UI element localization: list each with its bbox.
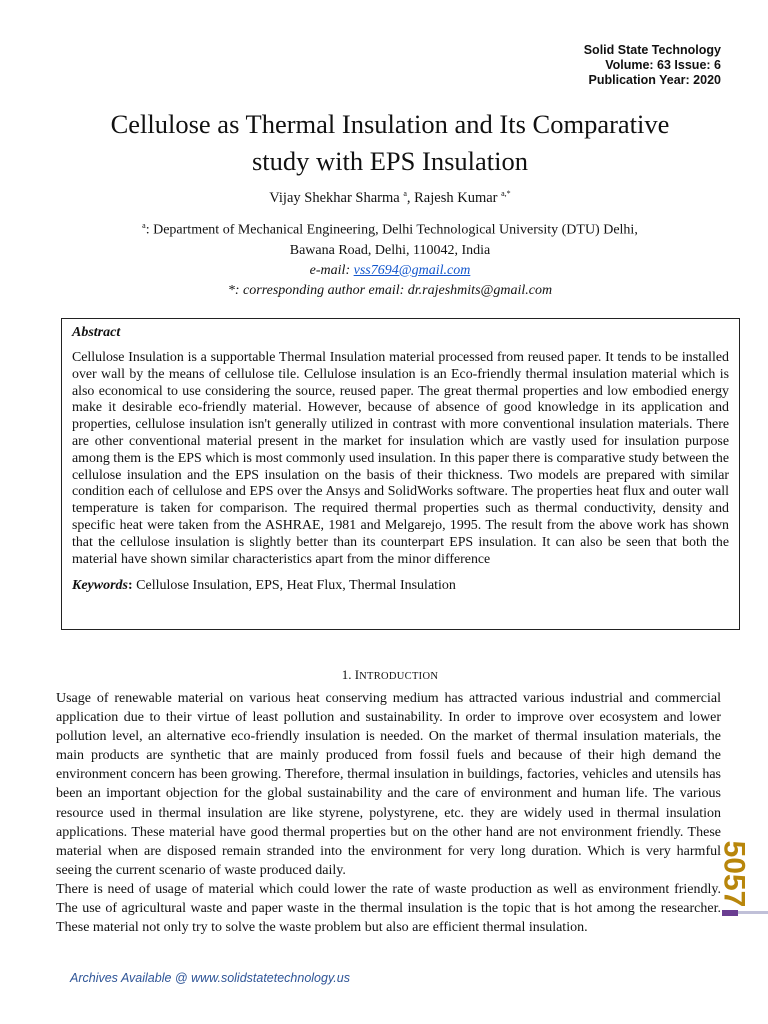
keywords-list: Cellulose Insulation, EPS, Heat Flux, Thermal Insulation [132,578,456,594]
email-label: e-mail: [309,262,354,278]
journal-volume-issue: Volume: 63 Issue: 6 [605,58,721,72]
author-affil-marker: a,* [501,189,511,198]
affiliation-line1: : Department of Mechanical Engineering, Delhi Technological University (DTU) Delhi, [145,222,638,238]
page-number [714,837,754,907]
keywords-label: Keywords [72,578,128,594]
paper-title-line1: Cellulose as Thermal Insulation and Its Comparative [110,109,670,139]
section-heading-introduction [0,667,768,683]
paper-title-line2: study with EPS Insulation [251,146,529,176]
section-number: 1. I [341,667,360,682]
journal-year: Publication Year: 2020 [588,73,721,87]
abstract-box [61,318,740,630]
footer-archive-link[interactable]: Archives Available @ www.solidstatetechnology.us [70,971,350,985]
journal-name: Solid State Technology [583,43,721,57]
author-list [0,189,768,207]
author-separator: , [406,189,415,206]
section-title: NTRODUCTION [359,671,439,682]
affiliation-line2: Bawana Road, Delhi, 110042, India [289,242,491,258]
introduction-body [56,689,721,937]
abstract-text: Cellulose Insulation is a supportable Thermal Insulation material processed from reused paper. It tends to be installed over wall by the means of cellulose tile. Cellulose insulation is an Eco-friendly thermal insulation material which is also economical to use considering the source, reused paper. The great thermal properties and low embodied energy make it desirable eco-friendly material. However, because of absence of good knowledge in its application and properties, cellulose insulation isn't generally utilized in contrast with more conventional insulation materials. There are other conventional material present in the market for insulation which are vastly used for insulation purpose among them is the EPS which is most commonly used insulation. In this paper there is comparative study between the cellulose insulation and the EPS insulation on the basis of their thickness. Two models are prepared with similar condition each of cellulose and EPS over the Ansys and SolidWorks software. The properties heat flux and outer wall temperature is taken for comparison. The required thermal properties such as thermal conductivity, density and specific heat were taken from the ASHRAE, 1981 and Melgarejo, 1995. The result from the above work has shown that the cellulose insulation is slightly better than its counterpart EPS insulation. It can also be seen that both the material have shown similar characteristics apart from the minor difference [72,350,729,567]
journal-header [584,43,721,88]
affiliation-block [0,216,768,301]
email-link[interactable]: vss7694@gmail.com [353,262,471,278]
keywords-colon: : [128,578,133,594]
affiliation-marker: a [142,221,146,230]
author-affil-marker: a [403,189,407,198]
paragraph: There is need of usage of material which could lower the rate of waste production as well as environment friendly. The use of agricultural waste and paper waste in the thermal insulation is the topic that is hot among the researcher. These material not only try to solve the waste problem but also are efficient thermal insulation. [56,881,721,936]
keywords-line [72,577,729,595]
paragraph: Usage of renewable material on various heat conserving medium has attracted various industrial and commercial application due to their virtue of least pollution and sustainability. In order to improve over ecosystem and lower pollution level, an alternative eco-friendly insulation is needed. On the market of thermal insulation materials, the main products are synthetic that are mainly produced from fossil fuels and because of their high demand the environment concern has been growing. Therefore, thermal insulation in buildings, factories, vehicles and utensils has been an important objection for the global sustainability and the care of environment and human life. The various resource used in thermal insulation are like styrene, polystyrene, etc. they are widely used in thermal insulation applications. These material have good thermal properties but on the other hand are not environment friendly. These material when are disposed remain stranded into the environment for very long duration. Which is very harmful seeing the current scenario of waste produced daily. [56,691,721,878]
page-number-text: 5057 [717,840,751,908]
paper-title [40,106,740,180]
corresponding-author: *: corresponding author email: dr.rajeshmits@gmail.com [227,282,553,298]
author-name: Vijay Shekhar Sharma [269,189,400,206]
margin-marker [722,910,738,916]
author-name: Rajesh Kumar [414,189,498,206]
abstract-heading: Abstract [72,325,121,340]
